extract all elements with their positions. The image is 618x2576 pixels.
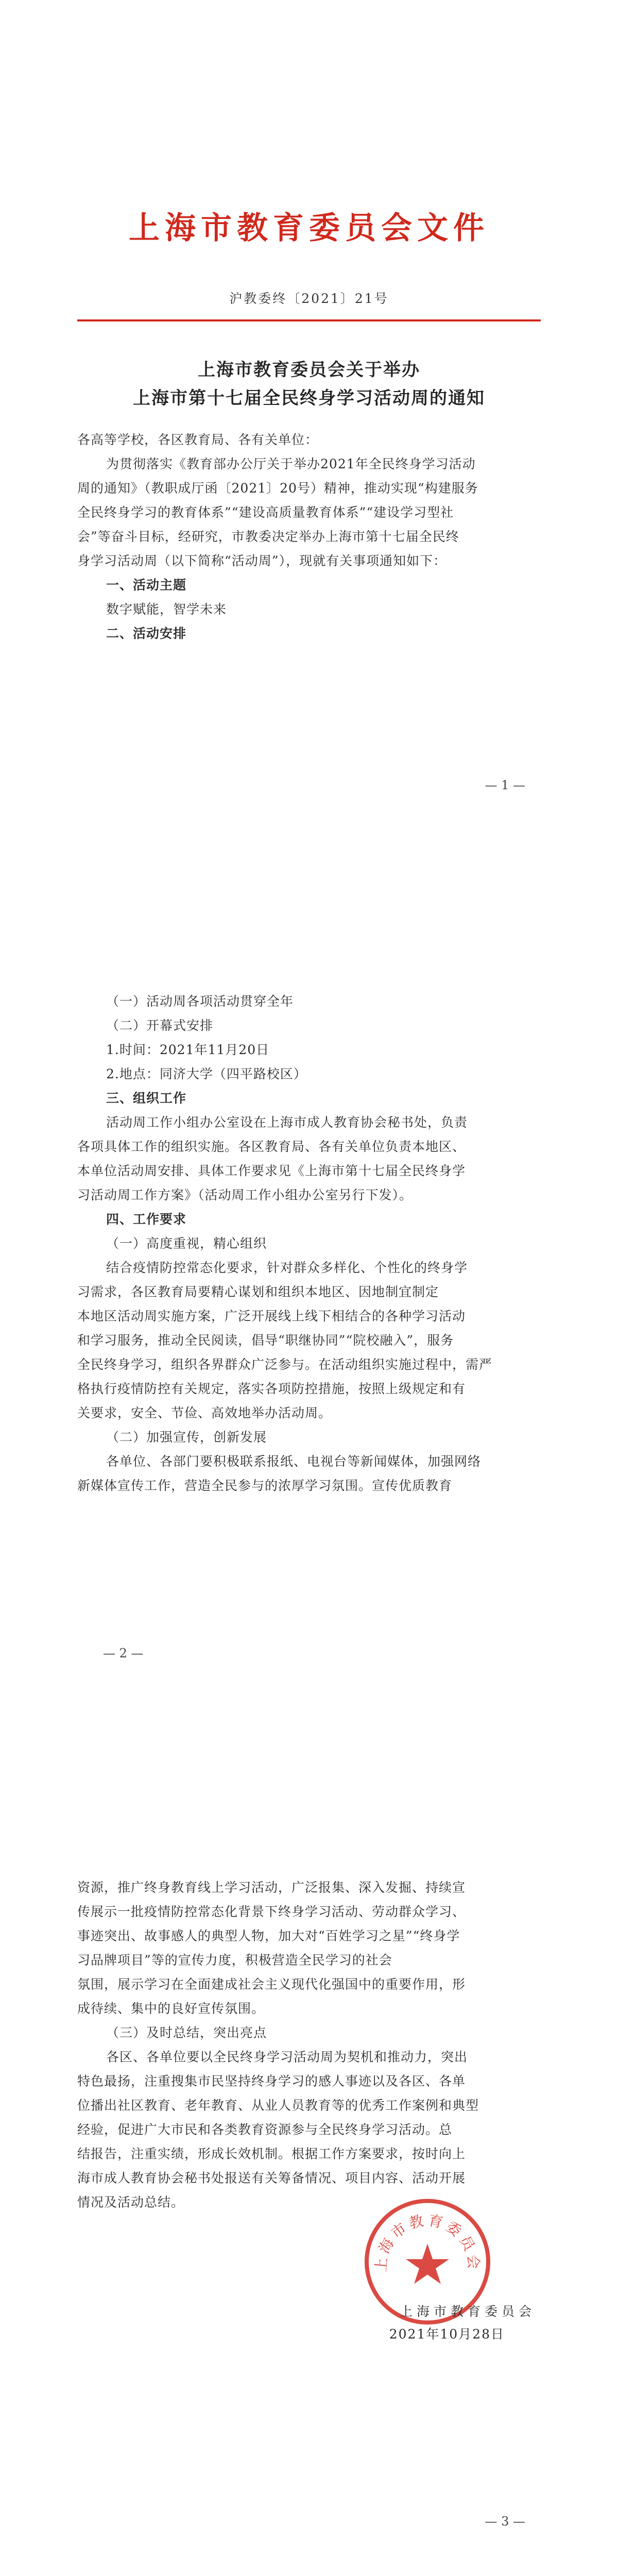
page-number-1: — 1 — (485, 778, 525, 792)
body-line: 和学习服务，推动全民阅读，倡导“职继协同”“院校融入”，服务 (77, 1333, 454, 1348)
body-line: （一）活动周各项活动贯穿全年 (106, 994, 294, 1009)
body-line: 特色最扬，注重搜集市民坚持终身学习的感人事迹以及各区、各单 (77, 2074, 466, 2089)
body-line: 情况及活动总结。 (77, 2195, 185, 2210)
body-line: 为贯彻落实《教育部办公厅关于举办2021年全民终身学习活动 (106, 456, 476, 471)
body-line: 2.地点：同济大学（四平路校区） (106, 1066, 307, 1081)
signature-block (288, 2300, 536, 2346)
body-line: 传展示一批疫情防控常态化背景下终身学习活动、劳动群众学习、 (77, 1904, 466, 1919)
body-line: 海市成人教育协会秘书处报送有关筹备情况、项目内容、活动开展 (77, 2171, 466, 2185)
body-line: 结报告，注重实绩，形成长效机制。根据工作方案要求，按时向上 (77, 2146, 466, 2161)
body-line: 周的通知》（教职成厅函〔2021〕20号）精神，推动实现“构建服务 (77, 481, 478, 496)
body-line: 成待续、集中的良好宣传氛围。 (77, 2001, 265, 2016)
body-line: 本单位活动周安排、具体工作要求见《上海市第十七届全民终身学 (77, 1163, 466, 1178)
body-line: 习活动周工作方案》（活动周工作小组办公室另行下发）。 (77, 1188, 413, 1202)
seal-star (406, 2244, 449, 2284)
body-line: 习需求，各区教育局要精心谋划和组织本地区、因地制宜制定 (77, 1284, 439, 1299)
body-line: 身学习活动周（以下简称“活动周”），现就有关事项通知如下： (77, 553, 447, 568)
section-heading: 三、组织工作 (106, 1091, 187, 1106)
addressee-line: 各高等学校，各区教育局、各有关单位： (77, 432, 319, 447)
red-divider (77, 319, 541, 321)
seal-text: 上海市教育委员会 (372, 2211, 483, 2273)
body-line: 活动周工作小组办公室设在上海市成人教育协会秘书处，负责 (106, 1115, 468, 1130)
page-3-body (77, 1875, 541, 2214)
signature-date: 2021年10月28日 (389, 2327, 505, 2342)
section-heading: 四、工作要求 (106, 1212, 187, 1227)
body-line: 新媒体宣传工作，营造全民参与的浓厚学习氛围。宣传优质教育 (77, 1478, 453, 1493)
body-line: 事迹突出、故事感人的典型人物，加大对“百姓学习之星”“终身学 (77, 1928, 460, 1943)
page-1 (0, 0, 618, 845)
body-line: 关要求，安全、节俭、高效地举办活动周。 (77, 1405, 332, 1420)
body-line: 1.时间：2021年11月20日 (106, 1042, 270, 1057)
body-line: （一）高度重视，精心组织 (106, 1236, 267, 1251)
body-line: 格执行疫情防控有关规定，落实各项防控措施，按照上级规定和有 (77, 1381, 466, 1396)
notice-title-line-2: 上海市第十七届全民终身学习活动周的通知 (133, 388, 485, 409)
signature-organization: 上海市教育委员会 (399, 2304, 536, 2319)
body-line: 习品牌项目”等的宣传力度，积极营造全民学习的社会 (77, 1953, 392, 1968)
section-heading: 二、活动安排 (106, 626, 187, 641)
body-line: 数字赋能，智学未来 (106, 602, 227, 617)
body-line: （三）及时总结，突出亮点 (106, 2025, 267, 2040)
page-1-body (77, 428, 541, 646)
body-line: 本地区活动周实施方案，广泛开展线上线下相结合的各种学习活动 (77, 1309, 466, 1324)
body-line: 结合疫情防控常态化要求，针对群众多样化、个性化的终身学 (106, 1260, 468, 1275)
document-number: 沪教委终〔2021〕21号 (229, 291, 389, 306)
body-line: 各单位、各部门要积极联系报纸、电视台等新闻媒体，加强网络 (106, 1454, 482, 1469)
body-line: 全民终身学习的教育体系”“建设高质量教育体系”“建设学习型社 (77, 505, 454, 520)
page-2-body (77, 989, 541, 1498)
body-line: 氛围，展示学习在全面建成社会主义现代化强国中的重要作用，形 (77, 1977, 466, 1992)
section-heading: 一、活动主题 (106, 578, 187, 592)
document-header-title: 上海市教育委员会文件 (129, 210, 489, 246)
page-number-3: — 3 — (485, 2514, 525, 2529)
notice-title-line-1: 上海市教育委员会关于举办 (198, 360, 420, 380)
body-line: 位播出社区教育、老年教育、从业人员教育等的优秀工作案例和典型 (77, 2098, 479, 2113)
body-line: （二）开幕式安排 (106, 1018, 214, 1033)
body-line: 资源，推广终身教育线上学习活动，广泛报集、深入发掘、持续宣 (77, 1880, 466, 1895)
page-number-2: — 2 — (103, 1646, 144, 1660)
body-line: 各区、各单位要以全民终身学习活动周为契机和推动力，突出 (106, 2049, 468, 2064)
body-line: （二）加强宣传，创新发展 (106, 1430, 267, 1445)
body-line: 各项具体工作的组织实施。各区教育局、各有关单位负责本地区、 (77, 1139, 466, 1154)
body-line: 全民终身学习，组织各界群众广泛参与。在活动组织实施过程中，需严 (77, 1357, 493, 1372)
body-line: 经验，促进广大市民和各类教育资源参与全民终身学习活动。总 (77, 2122, 453, 2137)
body-line: 会”等奋斗目标，经研究，市教委决定举办上海市第十七届全民终 (77, 529, 459, 544)
